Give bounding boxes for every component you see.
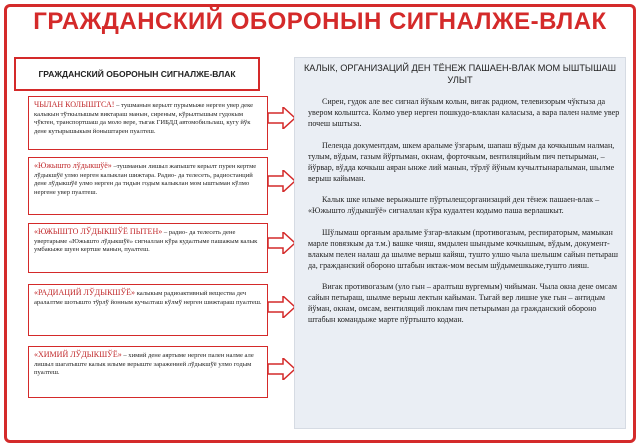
instruction-paragraph: Вигак противогазым (уло гын – аралтыш вургемым) чийыман. Чыла окна дене омсам сайын петыраш, шылме верыш лектын кайыман. Тыгай вер лишне уке гын – антидым йўман, окнам, омсам, вентиляций люклам пич петырыман да гражданский обороно штабын командыже марте пўртышто кодман. [308,282,617,324]
arrow-right-icon [268,107,296,129]
signal-item-chylan-kolyshtsa [28,96,268,150]
signal-item-title: «РАДИАЦИЙ ЛЎДЫКШЎЁ» [34,288,136,297]
page-title: ГРАЖДАНСКИЙ ОБОРОНЫН СИГНАЛЖЕ-ВЛАК [33,8,607,35]
instruction-paragraph: Шўлымаш органым аралыме ўзгар-влакым (противогазым, респираторым, мамыкан марле повязкым да т.м.) вашке чияш, ямдылен шындыме кочкышым, вўдым, документ-влакым пелен налаш да шылме верыш кайяш, тушто улшо чыла шелышм сайын петыраш да, гражданский обороно штабын иктаж-мом весым шўдымешкыже,тушто лияш. [308,227,618,270]
signal-item-text: – радио- да телесеть дене увертарыме «Южышто лўдыкшўё» сигналлан кўра кудалтыме пашажым калык умбакыже шуен кертше манын, пуалтеш. [34,229,258,254]
signal-item-khimiy-ludykshyo [28,346,268,398]
arrow-right-icon [268,170,296,192]
signal-item-text: –тушманын лишыл жапыште керылт пурен кертме лўдыкшўё улмо нерген калыклан шижтара. Радио- да телесеть, радиостанций дене лўдыкшўё улмо нерген да тидын годым калыклан мом ыштыман кўлмо нергене увер пуалтеш. [34,163,257,196]
left-column-header: ГРАЖДАНСКИЙ ОБОРОНЫН СИГНАЛЖЕ-ВЛАК [14,57,260,91]
instruction-paragraph: Калык шке илыме верыжыште пўртылеш;организаций ден тёнеж пашаен-влак – «Южышто лўдыкшўё» сигналлан кўра кудалтен кодымо паша верлашкыт. [308,195,600,215]
instructions-title: КАЛЫК, ОРГАНИЗАЦИЙ ДЕН ТЁНЕЖ ПАШАЕН-ВЛАК МОМ ЫШТЫШАШ УЛЫТ [303,63,617,85]
signal-item-text: калыкым радиоактивный вещества деч аралалтме шотышто тўрлў йонным кучылташ кўлмў нерген шижтараш пуалтеш. [34,290,262,306]
arrow-right-icon [268,358,296,380]
instructions-body [308,96,620,336]
signal-item-title: «ЮЖЫШТО ЛЎДЫКШЎЁ ПЫТЕН» [34,227,163,236]
signal-item-radiatsiy-ludykshyo [28,284,268,336]
arrow-right-icon [268,296,296,318]
signal-item-ludykshyo-pyten [28,223,268,273]
instruction-paragraph: Сирен, гудок але вес сигнал йўкым колын, вигак радиом, телевизорым чўктыза да увером колыштса. Колмо увер нерген пошкудо-влаклан каласыза, а вара пален налме увер почеш ыштыза. [308,97,620,128]
signal-item-text: – тушманын керылт пурымыже нерген увер деке калыкын тўткылышым виктараш манын, сиреным, кўрылтышым гудокым чўктен, транспортшаш да моло вере, тыгак ГИБДД автомобильлаш, кугу йўк дене кутырышыкым йоныштарен пуалтеш. [34,102,254,135]
signal-item-title: ЧЫЛАН КОЛЫШТСА! [34,100,115,109]
signal-item-title: «Южышто лўдыкшўё» [34,161,112,170]
arrow-right-icon [268,232,296,254]
instructions-panel [294,57,626,429]
signal-item-title: «ХИМИЙ ЛЎДЫКШЎЁ» [34,350,122,359]
signal-item-yuzhyshto-ludykshyo [28,157,268,215]
signal-item-text: – химий дене аяртыме нерген пален налме але лишыл шагатыште калык илыме верыште зараженией лўдыкшўё улмо годым пуалтеш. [34,352,254,377]
instruction-paragraph: Пеленда документдам, шкем аралыме ўзгарым, шапаш вўдым да кочкышым налман, тулым, вўдым, газым йўртыман, окнам, форточкым, вентиляцийым пич петырыман, – йўрвар, вўдда кочкыш аяран ынже лий манын, тўрлў йўным кучылтынаралыман, шылме верыш кайыман. [308,140,615,183]
